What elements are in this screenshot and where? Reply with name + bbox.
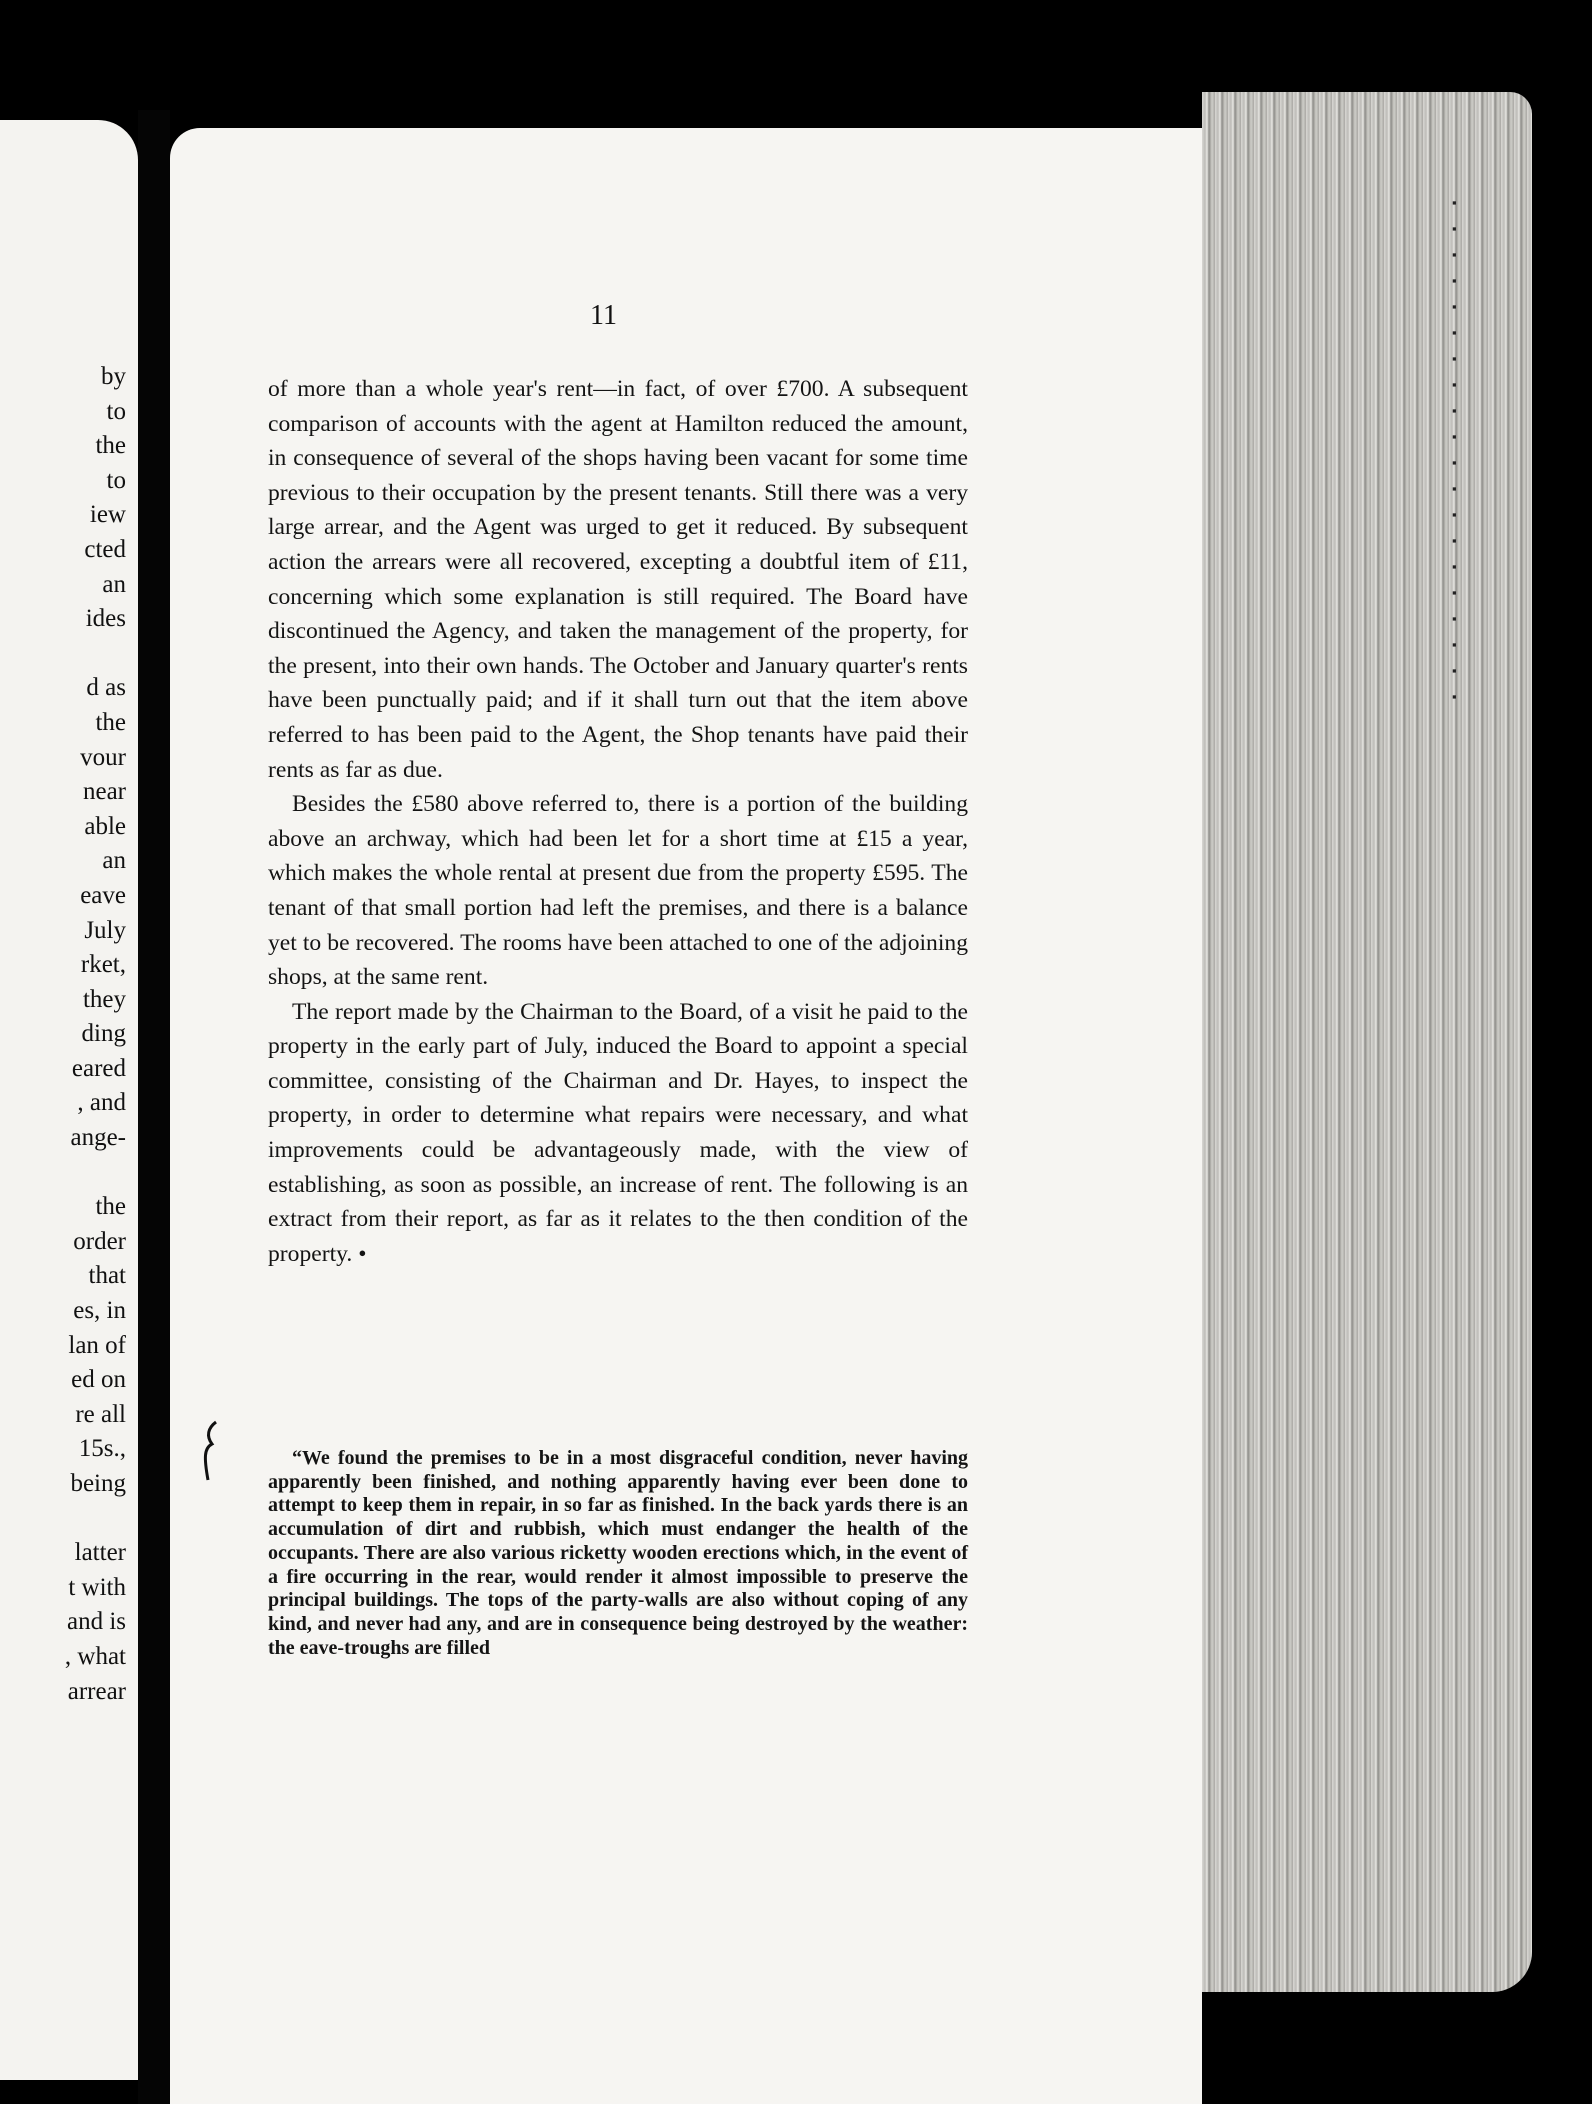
left-line: ed on [71, 1366, 126, 1394]
left-page [0, 120, 138, 2080]
left-line: July [84, 916, 126, 944]
left-line: an [102, 570, 126, 598]
body-text [268, 372, 968, 1271]
left-page-text [65, 360, 126, 1709]
left-line: lan of [68, 1331, 126, 1359]
left-line: ides [85, 605, 126, 633]
paragraph: Besides the £580 above referred to, there is a portion of the building above an archway, which had been let for a short time at £15 a year, which makes the whole rental at present due from the property £595. The tenant of that small portion had left the premises, and there is a balance yet to be recovered. The rooms have been attached to one of the adjoining shops, at the same rent. [268, 791, 968, 991]
left-line: ding [81, 1020, 126, 1048]
book-gutter [138, 110, 170, 2104]
left-line: , what [64, 1642, 126, 1670]
left-line: they [82, 985, 126, 1013]
paragraph: of more than a whole year's rent—in fact, of over £700. A subsequent comparison of accounts with the agent at Hamilton reduced the amount, in consequence of several of the shops having been vacant for some time previous to their occupation by the present tenants. Still there was a very large arrear, and the Agent was urged to get it reduced. By subsequent action the arrears were all recovered, excepting a doubtful item of £11, concerning which some explanation is still required. The Board have discontinued the Agency, and taken the management of the property, for the present, into their own hands. The October and January quarter's rents have been punctually paid; and if it shall turn out that the item above referred to has been paid to the Agent, the Shop tenants have paid their rents as far as due. [268, 376, 968, 783]
left-line: d as [86, 674, 126, 702]
left-line: latter [74, 1539, 126, 1567]
left-line: eave [80, 881, 126, 909]
left-line: rket, [80, 951, 126, 979]
left-line: being [70, 1470, 126, 1497]
left-line: the [95, 1193, 126, 1221]
left-line: cted [84, 535, 126, 563]
page-edges [1202, 92, 1532, 1992]
left-line: es, in [73, 1297, 126, 1325]
page-number: 11 [590, 300, 617, 331]
left-line: t with [68, 1573, 126, 1601]
left-line: near [82, 778, 126, 806]
left-line: by [101, 363, 126, 390]
left-line: re all [75, 1400, 126, 1428]
paragraph: The report made by the Chairman to the Board, of a visit he paid to the property in the early part of July, induced the Board to appoint a special committee, consisting of the Chairman and Dr. Hayes, to inspect the property, in order to determine what repairs were necessary, and what improvements could be advantageously made, with the view of establishing, as soon as possible, an increase of rent. The following is an extract from their report, as far as it relates to the then condition of the property. • [268, 998, 968, 1267]
left-line: to [106, 466, 126, 494]
left-line: that [88, 1262, 126, 1290]
report-quote: “We found the premises to be in a most disgraceful condition, never having apparently been finished, and nothing apparently having ever been done to attempt to keep them in repair, in so far as finished. In the back yards there is an accumulation of dirt and rubbish, which must endanger the health of the occupants. There are also various ricketty wooden erections which, in the event of a fire occurring in the rear, would render it almost impossible to preserve the principal buildings. The tops of the party-walls are also without coping of any kind, and never had any, and are in consequence being destroyed by the weather: the eave-troughs are filled [268, 1447, 968, 1659]
left-line: the [95, 708, 126, 736]
margin-annotation-mark [198, 1418, 224, 1482]
left-line [65, 637, 126, 672]
left-line: , and [77, 1089, 126, 1117]
left-line: vour [80, 743, 126, 771]
left-line: to [106, 397, 126, 425]
left-line [65, 1502, 126, 1537]
left-line: an [102, 847, 126, 875]
left-line: eared [71, 1054, 126, 1082]
edge-marks: ▪ ▪ ▪ ▪ ▪ ▪ ▪ ▪ ▪ ▪ ▪ ▪ ▪ ▪ ▪ ▪ ▪ ▪ ▪ ▪ [1452, 195, 1457, 704]
left-line: ange- [70, 1124, 126, 1152]
left-line: arrear [67, 1677, 126, 1705]
left-line: able [84, 812, 126, 840]
left-line: the [95, 432, 126, 460]
left-line: iew [89, 501, 126, 529]
left-line [65, 1156, 126, 1191]
left-line: order [73, 1227, 126, 1255]
left-line: and is [66, 1608, 126, 1636]
left-line: 15s., [78, 1435, 126, 1463]
